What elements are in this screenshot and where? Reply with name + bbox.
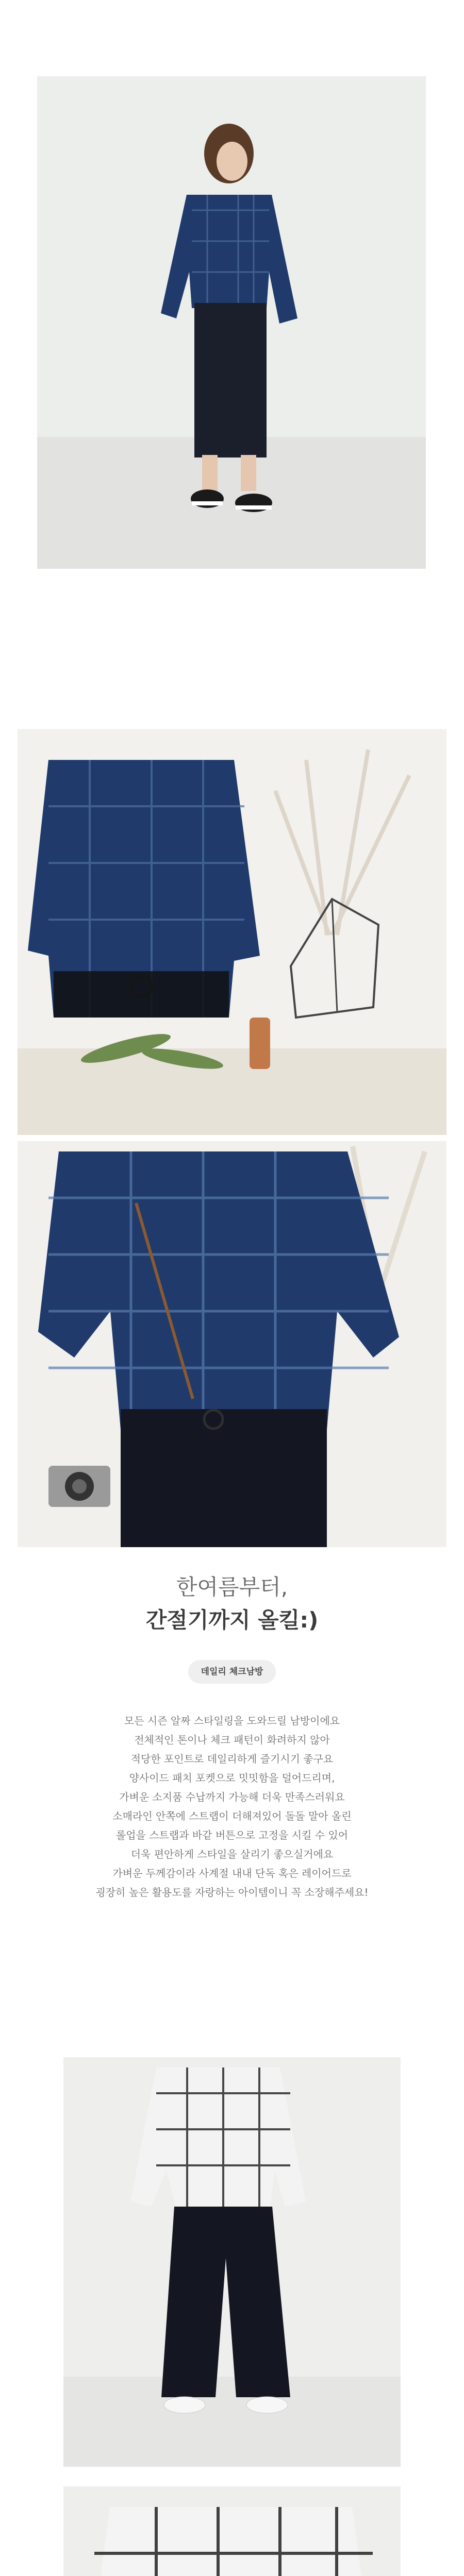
description-line: 가벼운 두께감이라 사계절 내내 단독 혹은 레이어드로 — [112, 1867, 352, 1879]
model-full-body-photo — [37, 76, 426, 569]
description-line: 굉장히 높은 활용도를 자랑하는 아이템이니 꼭 소장해주세요! — [95, 1886, 369, 1899]
description-line: 양사이드 패치 포켓으로 밋밋함을 덜어드리며, — [129, 1772, 335, 1784]
description-line: 롤업을 스트랩과 바같 버튼으로 고정을 시킬 수 있어 — [115, 1829, 349, 1841]
description-line: 적당한 포인트로 데일리하게 즐기시기 좋구요 — [130, 1753, 334, 1765]
description-line: 가벼운 소지품 수납까지 가능해 더욱 만족스러워요 — [119, 1791, 345, 1803]
white-check-shirt-book-photo — [63, 2486, 401, 2576]
product-badge: 데일리 체크남방 — [188, 1660, 276, 1684]
model-closeup-camera-photo — [18, 1141, 446, 1547]
description-line: 전체적인 톤이나 체크 패턴이 화려하지 않아 — [134, 1734, 330, 1746]
description-line: 소매라인 안쪽에 스트랩이 더해져있어 돌돌 말아 올린 — [112, 1810, 352, 1822]
product-description — [52, 1711, 412, 1902]
white-check-shirt-full-photo — [63, 2057, 401, 2467]
model-upper-body-photo — [18, 729, 446, 1135]
headline-line2: 간절기까지 올킬:) — [145, 1607, 319, 1633]
description-line: 더욱 편안하게 스타일을 살리기 좋으실거에요 — [130, 1848, 334, 1860]
description-line: 모든 시즌 알짜 스타일링을 도와드릴 남방이에요 — [124, 1715, 340, 1727]
headline-line1: 한여름부터, — [176, 1574, 288, 1600]
